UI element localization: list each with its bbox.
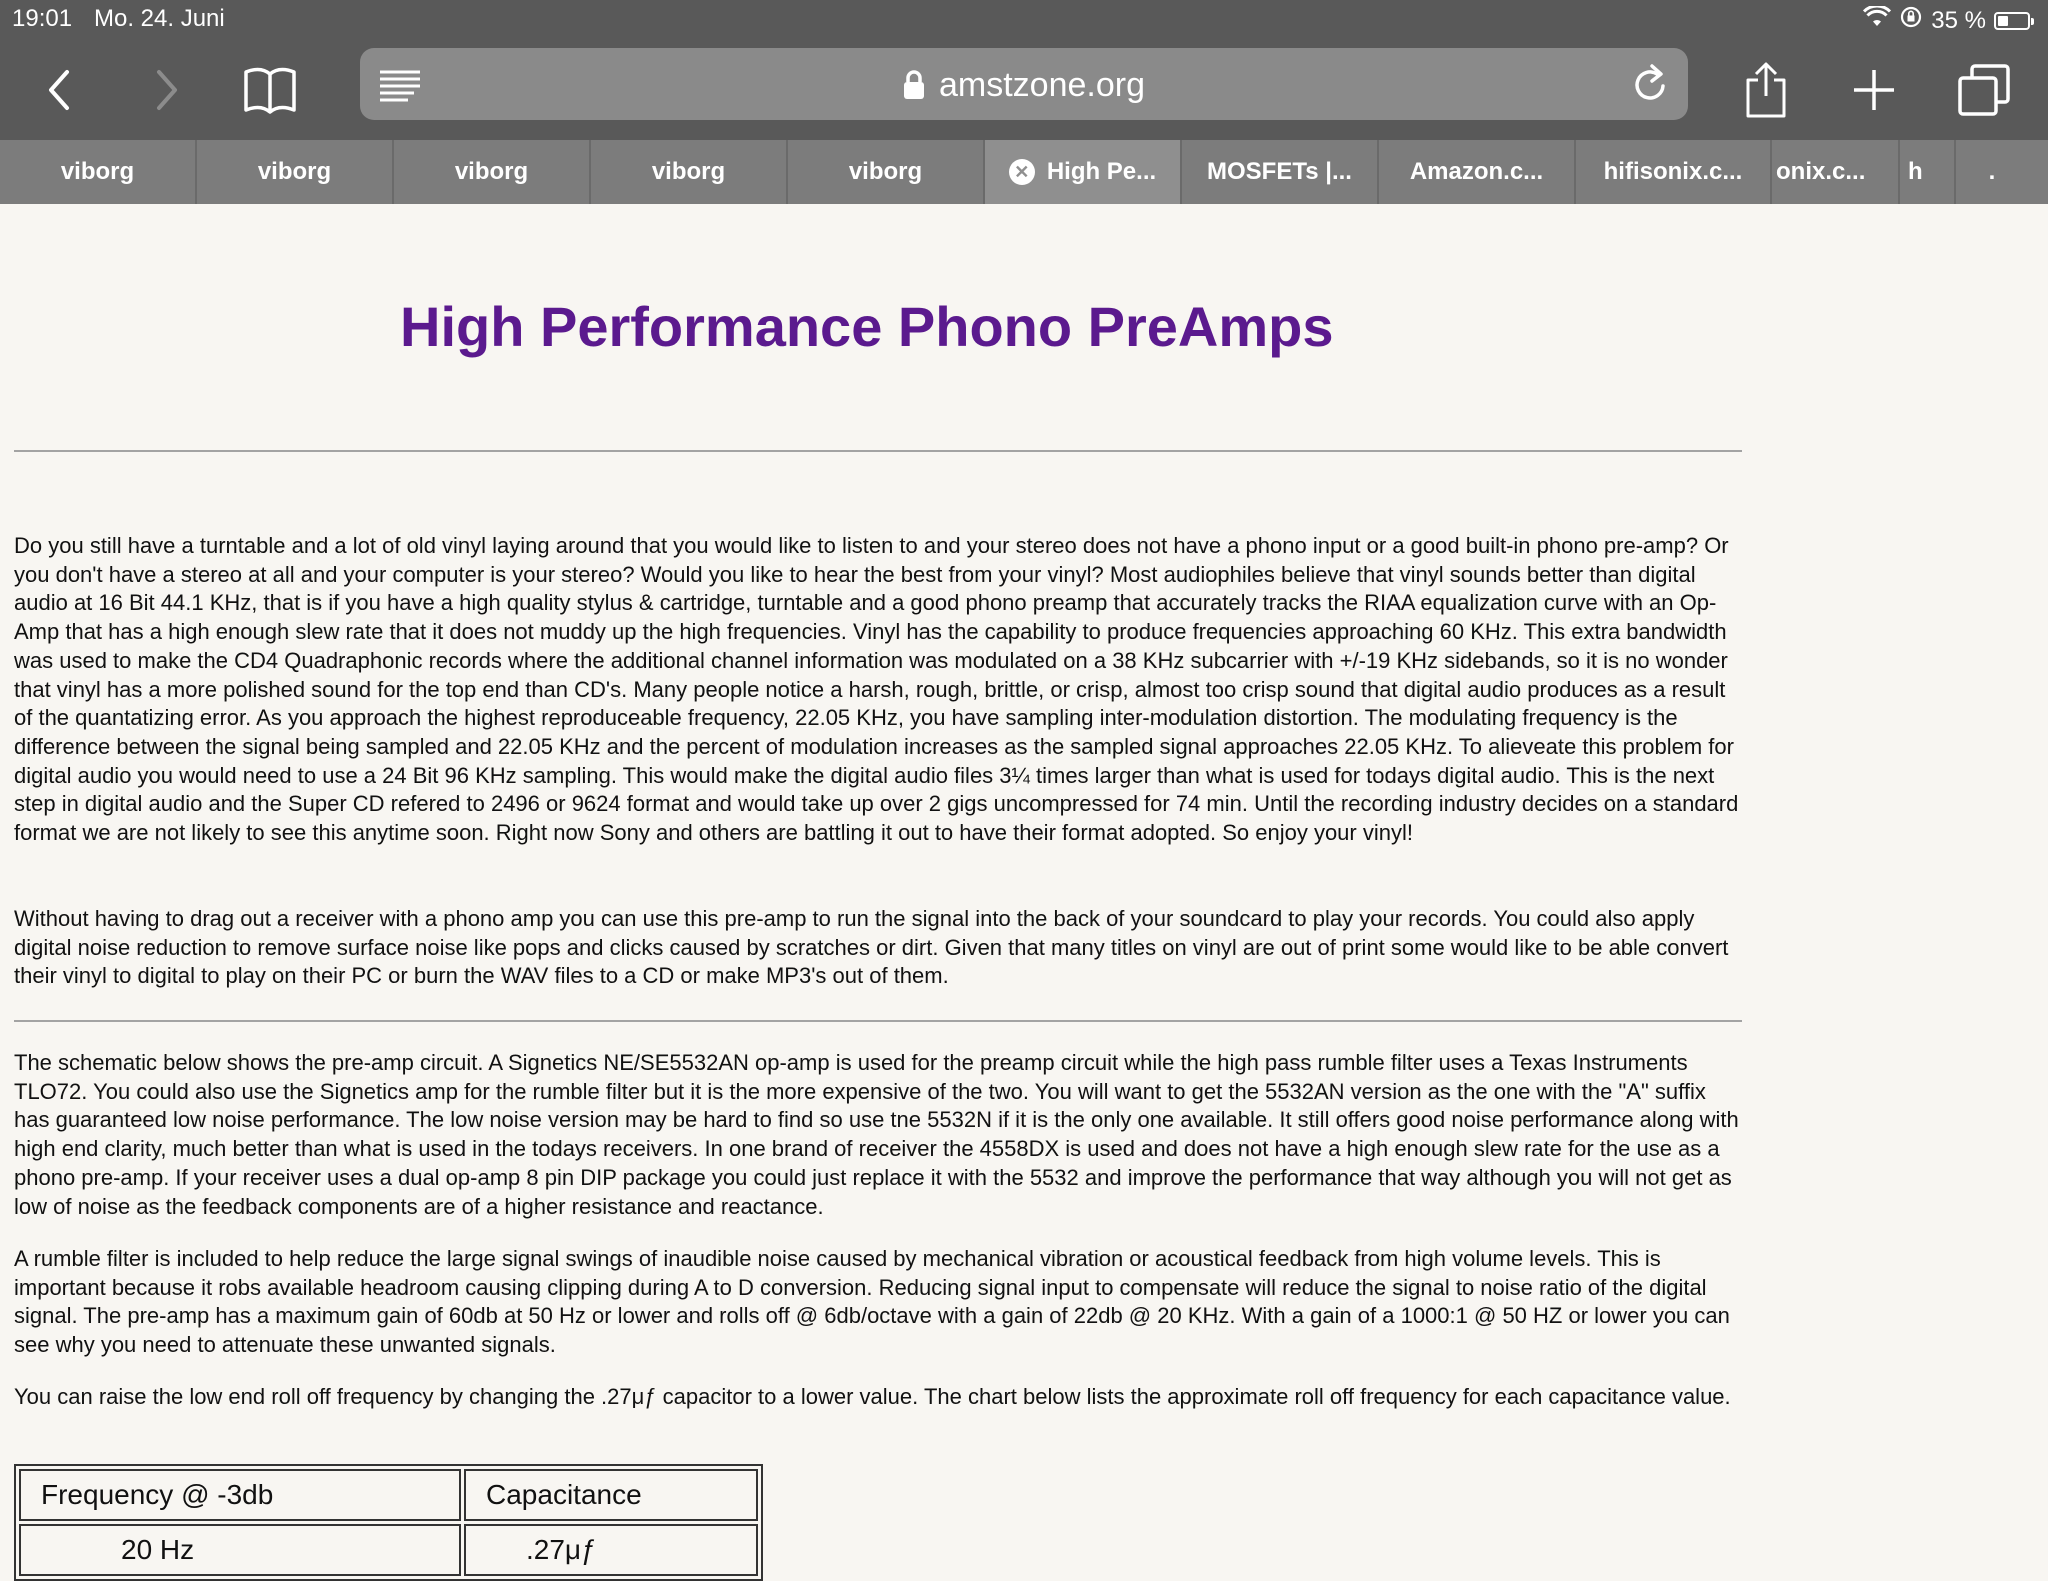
tab-label: viborg bbox=[60, 158, 135, 185]
battery-percent: 35 % bbox=[1931, 6, 1986, 34]
tab-label: viborg bbox=[651, 158, 726, 185]
status-time: 19:01 bbox=[12, 5, 73, 32]
divider bbox=[14, 1020, 1742, 1022]
divider bbox=[14, 450, 1742, 452]
tab-stacked-1[interactable] bbox=[1900, 140, 1956, 204]
lock-icon bbox=[903, 70, 925, 109]
tab-stacked-2[interactable] bbox=[1956, 140, 2028, 204]
web-page bbox=[0, 204, 2048, 1565]
battery-icon bbox=[1994, 12, 2030, 30]
reload-icon[interactable] bbox=[1630, 62, 1670, 109]
status-indicators bbox=[1863, 5, 2030, 36]
tab-bar bbox=[0, 140, 2048, 204]
tab-amazon[interactable] bbox=[1379, 140, 1576, 204]
intro-paragraph-1: Do you still have a turntable and a lot of old vinyl laying around that you would like to listen to and your stereo does not have a phono input or a good built-in phono pre-amp? Or you don't have a stereo at all and your computer is your stereo? Would you like to hear the best from your vinyl? Most audiophiles believe that vinyl sounds better than digital audio at 16 Bit 44.1 KHz, that is if you have a high quality stylus & cartridge, turntable and a good phono preamp that accurately tracks the RIAA equalization curve with an Op-Amp that has a high enough slew rate that it does not muddy up the high frequencies. Vinyl has the capability to produce frequencies approaching 60 KHz. This extra bandwidth was used to make the CD4 Quadraphonic records where the additional channel information was modulated on a 38 KHz subcarrier with +/-19 KHz sidebands, so it is no wonder that vinyl has a more polished sound for the top end than CD's. Many people notice a harsh, rough, brittle, or crisp, almost too crisp sound that digital audio produces as a result of the quantatizing error. As you approach the highest reproduceable frequency, 22.05 KHz, you have sampling inter-modulation distortion. The modulating frequency is the difference between the signal being sampled and 22.05 KHz and the percent of modulation increases as the sampled signal approaches 22.05 KHz. To alieveate this problem for digital audio you would need to use a 24 Bit 96 KHz sampling. This would make the digital audio files 3¼ times larger than what is used for todays digital audio. This is the next step in digital audio and the Super CD refered to 2496 or 9624 format and would take up over 2 gigs uncompressed for 74 min. Until the recording industry decides on a standard format we are not likely to see this anytime soon. Right now Sony and others are battling it out to have their format adopted. So enjoy your vinyl! bbox=[14, 533, 1739, 846]
tab-viborg-4[interactable] bbox=[591, 140, 788, 204]
bookmarks-icon[interactable] bbox=[240, 60, 300, 120]
table-header: Capacitance bbox=[464, 1469, 758, 1521]
url-host[interactable] bbox=[360, 66, 1688, 109]
battery-level bbox=[1998, 16, 2008, 26]
table-header: Frequency @ -3db bbox=[19, 1469, 461, 1521]
wifi-icon bbox=[1863, 6, 1891, 35]
table-cell: 20 Hz bbox=[19, 1524, 461, 1576]
tab-label: viborg bbox=[454, 158, 529, 185]
page-title: High Performance Phono PreAmps bbox=[400, 295, 1334, 358]
table-header-row bbox=[19, 1469, 758, 1521]
forward-icon[interactable] bbox=[136, 60, 196, 120]
back-icon[interactable] bbox=[30, 60, 90, 120]
tab-label: . bbox=[1988, 158, 1996, 185]
new-tab-icon[interactable] bbox=[1844, 60, 1904, 120]
intro-paragraph-2: Without having to drag out a receiver with a phono amp you can use this pre-amp to run the signal into the back of your soundcard to play your records. You could also apply digital noise reduction to remove surface noise like pops and clicks caused by scratches or dirt. Given that many titles on vinyl are out of print some would like to be able convert their vinyl to digital to play on their PC or burn the WAV files to a CD or make MP3's out of them. bbox=[14, 906, 1729, 989]
tab-label: onix.c... bbox=[1776, 158, 1866, 185]
tabs-icon[interactable] bbox=[1954, 60, 2014, 120]
rolloff-table bbox=[14, 1464, 763, 1581]
browser-toolbar bbox=[0, 40, 2048, 140]
close-tab-icon[interactable]: ✕ bbox=[1009, 159, 1035, 185]
tab-label: MOSFETs |... bbox=[1207, 158, 1352, 185]
status-date: Mo. 24. Juni bbox=[94, 5, 225, 32]
tab-viborg-2[interactable] bbox=[197, 140, 394, 204]
status-bar bbox=[0, 0, 2048, 40]
table-cell: .27μƒ bbox=[464, 1524, 758, 1576]
tab-active-high-performance[interactable] bbox=[985, 140, 1182, 204]
url-host-text: amstzone.org bbox=[939, 66, 1145, 104]
address-bar[interactable] bbox=[360, 48, 1688, 120]
tab-label: h bbox=[1908, 158, 1923, 185]
tab-label: viborg bbox=[257, 158, 332, 185]
share-icon[interactable] bbox=[1736, 60, 1796, 120]
rumble-filter-paragraph: A rumble filter is included to help reduce the large signal swings of inaudible noise caused by mechanical vibration or acoustical feedback from high volume levels. This is important because it robs available headroom causing clipping during A to D conversion. Reducing signal input to compensate will reduce the signal to noise ratio of the digital signal. The pre-amp has a maximum gain of 60db at 50 Hz or lower and rolls off @ 6db/octave with a gain of 22db @ 20 KHz. With a gain of a 1000:1 @ 50 HZ or lower you can see why you need to attenuate these unwanted signals. bbox=[14, 1246, 1730, 1358]
tab-label: viborg bbox=[848, 158, 923, 185]
tab-viborg-1[interactable] bbox=[0, 140, 197, 204]
table-row bbox=[19, 1524, 758, 1576]
schematic-paragraph: The schematic below shows the pre-amp circuit. A Signetics NE/SE5532AN op-amp is used for the preamp circuit while the high pass rumble filter uses a Texas Instruments TLO72. You could also use the Signetics amp for the rumble filter but it is the more expensive of the two. You will want to get the 5532AN version as the one with the "A" suffix has guaranteed low noise performance. The low noise version may be hard to find so use tne 5532N if it is the only one available. It still offers good noise performance along with high end clarity, much better than what is used in the todays receivers. In one brand of receiver the 4558DX is used and does not have a high enough slew rate for the use as a phono pre-amp. If your receiver uses a dual op-amp 8 pin DIP package you could just replace it with the 5532 and improve the performance that way although you will not get as low of noise as the feedback components are of a higher resistance and reactance. bbox=[14, 1050, 1739, 1219]
rolloff-paragraph: You can raise the low end roll off frequency by changing the .27μƒ capacitor to a lower value. The chart below lists the approximate roll off frequency for each capacitance value. bbox=[14, 1384, 1731, 1409]
tab-label: hifisonix.c... bbox=[1603, 158, 1743, 185]
tab-viborg-5[interactable] bbox=[788, 140, 985, 204]
tab-mosfets[interactable] bbox=[1182, 140, 1379, 204]
tab-label: High Pe... bbox=[1046, 158, 1157, 185]
tab-label: Amazon.c... bbox=[1409, 158, 1544, 185]
tab-viborg-3[interactable] bbox=[394, 140, 591, 204]
rotation-lock-icon bbox=[1899, 5, 1923, 36]
tab-hifisonix[interactable] bbox=[1576, 140, 1772, 204]
tab-onix[interactable] bbox=[1772, 140, 1900, 204]
